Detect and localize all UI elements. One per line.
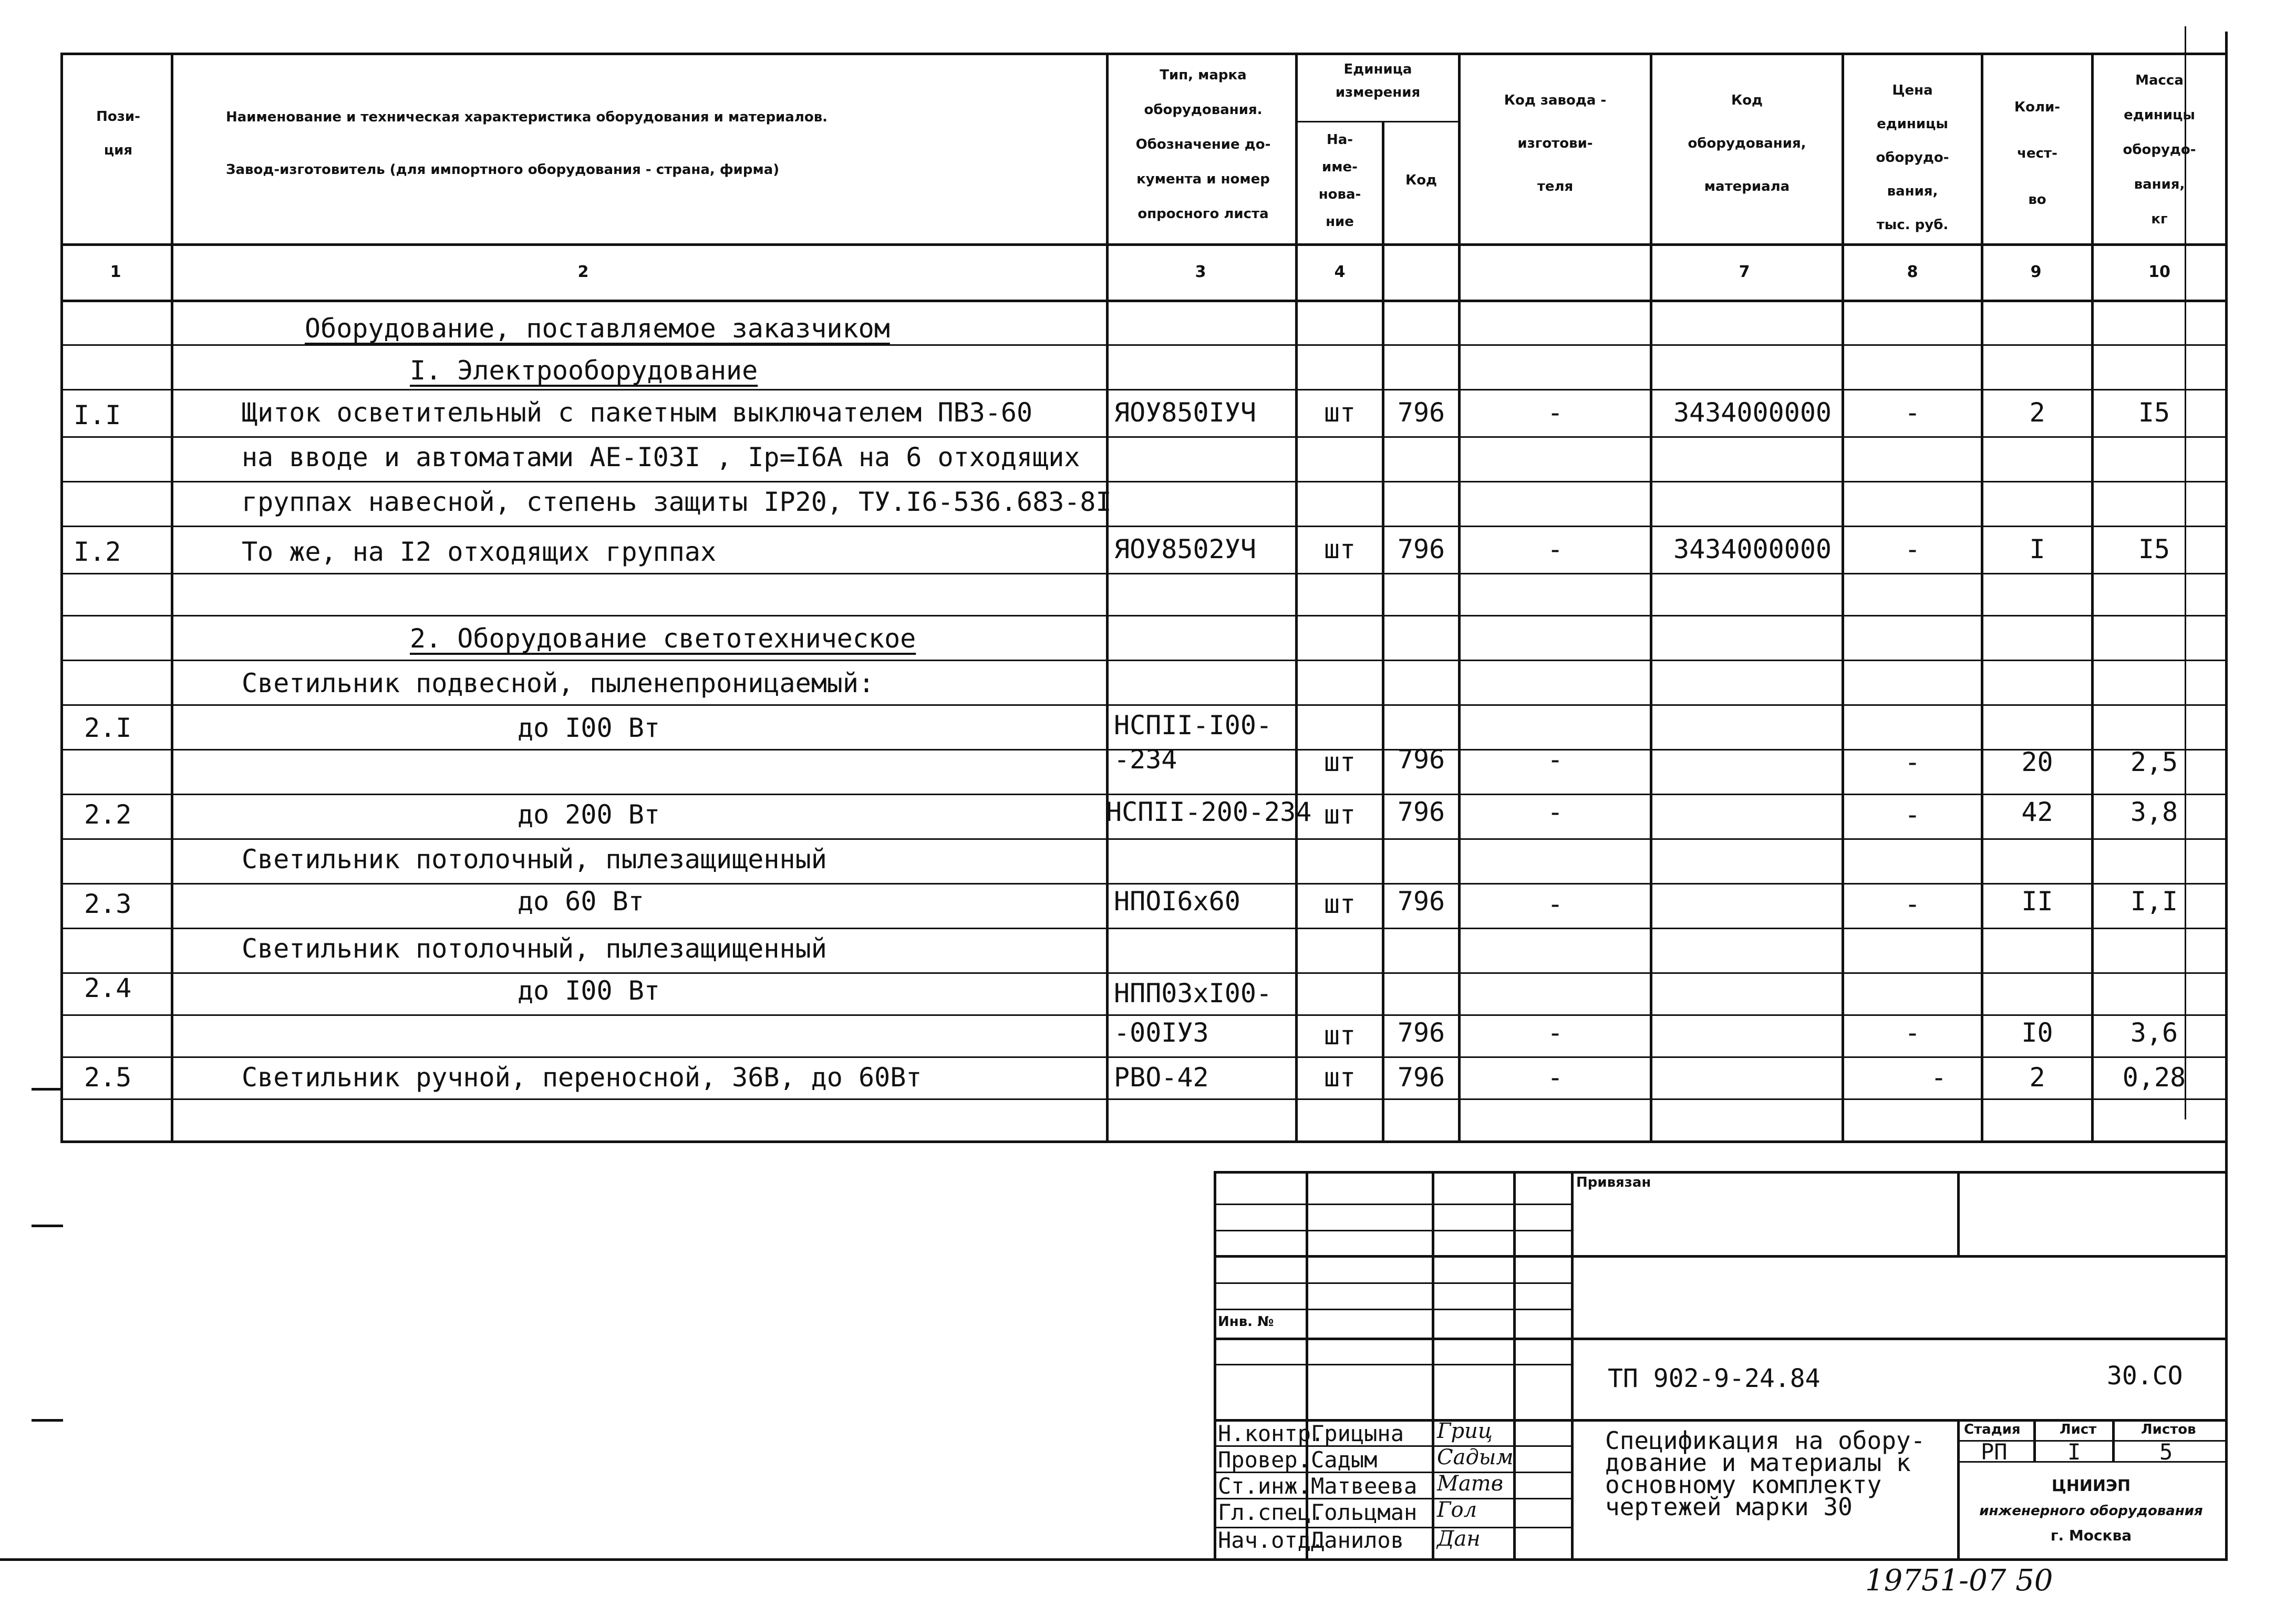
document-code: ТП 902-9-24.84 xyxy=(1608,1364,1821,1393)
row-1-2-mass: I5 xyxy=(2138,534,2170,564)
row-2-1-qty: 20 xyxy=(2021,747,2053,777)
tb-row xyxy=(1214,1338,2228,1340)
row-1-1-unit: шт xyxy=(1323,397,1356,428)
row-line xyxy=(60,928,2225,929)
row-2-4-factory: - xyxy=(1547,1017,1564,1048)
row-2-5-type: РВО-42 xyxy=(1114,1062,1209,1093)
row-2-1-price: - xyxy=(1904,747,1921,777)
row-line xyxy=(60,1056,2225,1058)
privyazan-label: Привязан xyxy=(1576,1175,1651,1190)
staff-name: Гольцман xyxy=(1311,1499,1418,1525)
tb-row xyxy=(1214,1364,1571,1365)
row-line xyxy=(60,704,2225,706)
row-1-2-unit: шт xyxy=(1323,534,1356,564)
row-2-1-pos: 2.I xyxy=(84,713,132,743)
row-2-5-factory: - xyxy=(1547,1062,1564,1093)
row-1-1-name-line2: на вводе и автоматами АЕ-I03I , Iр=I6А на 6 отходящих xyxy=(242,442,1080,472)
tb-row xyxy=(1214,1309,1571,1310)
row-1-1-factory: - xyxy=(1547,397,1564,428)
inv-number-label: Инв. № xyxy=(1218,1314,1274,1330)
row-2-4-type-line1: НПП03хI00- xyxy=(1114,978,1273,1009)
row-2-2-code: 796 xyxy=(1397,797,1445,827)
row-1-1-code: 796 xyxy=(1397,397,1445,428)
title-block-left xyxy=(1214,1171,1216,1560)
row-1-2-factory: - xyxy=(1547,534,1564,564)
colnum-3: 3 xyxy=(1195,263,1206,281)
row-2-3-unit: шт xyxy=(1323,889,1356,919)
row-2-2-unit: шт xyxy=(1323,799,1356,830)
row-1-2-code: 796 xyxy=(1397,534,1445,564)
row-line xyxy=(60,481,2225,482)
tb-col xyxy=(1513,1171,1516,1560)
colnum-9: 9 xyxy=(2030,263,2042,281)
colnum-7: 7 xyxy=(1739,263,1750,281)
colnum-bottom-border xyxy=(60,300,2225,302)
row-1-1-name-line3: группах навесной, степень защиты IР20, ТУ.I6-536.683-8I xyxy=(242,487,1112,517)
unit-group-divider xyxy=(1295,121,1458,122)
document-title: Спецификация на обору- дование и материалы к основному комплекту чертежей марки 30 xyxy=(1605,1426,1926,1521)
org-name-3: г. Москва xyxy=(2050,1527,2132,1544)
row-2-2-qty: 42 xyxy=(2021,797,2053,827)
group-title-ceiling-luminaire-1: Светильник потолочный, пылезащищенный xyxy=(242,844,827,875)
row-line xyxy=(60,794,2225,795)
row-2-1-mass: 2,5 xyxy=(2130,747,2178,777)
staff-role: Нач.отд. xyxy=(1218,1527,1325,1553)
drawing-mark: 30.СО xyxy=(2107,1361,2183,1391)
stage-label: Стадия xyxy=(1964,1422,2021,1437)
row-2-3-pos: 2.3 xyxy=(84,889,132,919)
row-2-5-pos: 2.5 xyxy=(84,1062,132,1093)
row-2-3-name: до 60 Вт xyxy=(518,886,644,917)
row-2-2-pos: 2.2 xyxy=(84,799,132,830)
row-line xyxy=(60,344,2225,346)
row-2-5-price: - xyxy=(1930,1062,1947,1093)
staff-name: Грицына xyxy=(1311,1421,1404,1446)
sheets-value: 5 xyxy=(2159,1439,2173,1465)
row-line xyxy=(60,1098,2225,1100)
row-2-5-name: Светильник ручной, переносной, 36В, до 60Вт xyxy=(242,1062,922,1093)
row-1-1-pos: I.I xyxy=(74,400,121,430)
row-2-2-price: - xyxy=(1904,799,1921,830)
row-2-3-mass: I,I xyxy=(2130,886,2178,917)
tb-row xyxy=(1214,1255,2228,1258)
header-col9: Коли- чест- во xyxy=(2014,99,2061,208)
header-col1: Пози- ция xyxy=(96,109,140,158)
row-2-4-pos: 2.4 xyxy=(84,973,132,1003)
sheet-value: I xyxy=(2067,1439,2081,1465)
staff-role: Н.контр. xyxy=(1218,1421,1325,1446)
group-title-ceiling-luminaire-2: Светильник потолочный, пылезащищенный xyxy=(242,933,827,964)
row-2-1-name: до I00 Вт xyxy=(518,713,660,743)
row-1-1-mass: I5 xyxy=(2138,397,2170,428)
row-line xyxy=(60,389,2225,390)
table-left-border xyxy=(60,53,63,1140)
header-col6: Код завода - изготови- теля xyxy=(1504,92,1607,194)
col-divider-6 xyxy=(1650,53,1652,1140)
col-divider-5 xyxy=(1458,53,1461,1140)
footer-stamp: 19751-07 50 xyxy=(1865,1564,2053,1598)
tb-row xyxy=(1214,1204,1571,1205)
staff-role: Ст.инж. xyxy=(1218,1473,1311,1499)
row-2-4-qty: I0 xyxy=(2021,1017,2053,1048)
row-1-1-qty: 2 xyxy=(2029,397,2045,428)
row-2-1-factory: - xyxy=(1547,744,1564,775)
row-line xyxy=(60,1014,2225,1016)
header-bottom-border xyxy=(60,243,2225,246)
group-title-pendant-luminaire: Светильник подвесной, пыленепроницаемый: xyxy=(242,668,875,698)
sheets-label: Листов xyxy=(2141,1422,2196,1437)
row-2-2-type: НСПII-200-234 xyxy=(1106,797,1312,827)
section-title-electrical: I. Электрооборудование xyxy=(410,355,758,386)
staff-signature: Садым xyxy=(1437,1445,1514,1469)
header-col2-line1: Наименование и техническая характеристика оборудования и материалов. xyxy=(226,109,828,125)
row-line xyxy=(60,838,2225,840)
row-2-4-price: - xyxy=(1904,1017,1921,1048)
row-2-5-mass: 0,28 xyxy=(2122,1062,2186,1093)
margin-tick xyxy=(32,1225,63,1227)
title-block-top xyxy=(1214,1171,2228,1174)
staff-name: Данилов xyxy=(1311,1527,1404,1553)
colnum-10: 10 xyxy=(2148,263,2170,281)
row-2-3-factory: - xyxy=(1547,889,1564,919)
header-col3: Тип, марка оборудования. Обозначение до- кумента и номер опросного листа xyxy=(1135,67,1271,222)
table-top-border xyxy=(60,53,2225,55)
staff-role: Провер. xyxy=(1218,1447,1311,1473)
row-2-4-type-line2: -00IУ3 xyxy=(1114,1017,1209,1048)
row-1-2-qty: I xyxy=(2029,534,2045,564)
row-line xyxy=(60,883,2225,885)
header-col2-line2: Завод-изготовитель (для импортного оборудования - страна, фирма) xyxy=(226,162,780,178)
row-1-2-pos: I.2 xyxy=(74,537,121,567)
row-2-2-mass: 3,8 xyxy=(2130,797,2178,827)
staff-signature: Матв xyxy=(1437,1472,1504,1496)
row-2-2-factory: - xyxy=(1547,797,1564,827)
row-2-5-unit: шт xyxy=(1323,1062,1356,1093)
sheet-label: Лист xyxy=(2060,1422,2097,1437)
staff-signature: Гриц xyxy=(1437,1419,1493,1443)
tb-row xyxy=(1214,1230,1571,1231)
stage-value: РП xyxy=(1981,1439,2008,1465)
row-line xyxy=(60,526,2225,527)
row-2-1-type-line1: НСПII-I00- xyxy=(1114,710,1273,741)
section-title-lighting: 2. Оборудование светотехническое xyxy=(410,623,916,654)
tb-row xyxy=(1214,1282,1571,1284)
org-name-1: ЦНИИЭП xyxy=(2051,1477,2131,1495)
header-col7: Код оборудования, материала xyxy=(1688,92,1806,194)
row-1-1-type: ЯОУ850IУЧ xyxy=(1114,397,1256,428)
header-col5: Код xyxy=(1405,172,1437,188)
row-2-4-mass: 3,6 xyxy=(2130,1017,2178,1048)
row-2-5-qty: 2 xyxy=(2029,1062,2045,1093)
row-2-4-unit: шт xyxy=(1323,1020,1356,1051)
tb-col xyxy=(1957,1171,1960,1255)
row-line xyxy=(60,972,2225,974)
row-2-2-name: до 200 Вт xyxy=(518,799,660,830)
section-title-supplied-by-customer: Оборудование, поставляемое заказчиком xyxy=(305,313,890,344)
header-unit-group: Единица измерения xyxy=(1335,61,1421,100)
row-1-2-equip-code: 3434000000 xyxy=(1673,534,1832,564)
row-2-1-unit: шт xyxy=(1323,747,1356,777)
header-col4: На- име- нова- ние xyxy=(1318,132,1361,230)
tb-col xyxy=(1571,1171,1574,1560)
colnum-4: 4 xyxy=(1334,263,1346,281)
header-col8: Цена единицы оборудо- вания, тыс. руб. xyxy=(1876,83,1949,233)
row-1-2-name: То же, на I2 отходящих группах xyxy=(242,537,717,567)
colnum-2: 2 xyxy=(577,263,589,281)
colnum-1: 1 xyxy=(110,263,121,281)
staff-role: Гл.спец. xyxy=(1218,1499,1325,1525)
row-2-3-price: - xyxy=(1904,889,1921,919)
tb-col xyxy=(1432,1171,1434,1560)
margin-tick xyxy=(32,1088,63,1091)
row-2-1-type-line2: -234 xyxy=(1114,744,1177,775)
staff-signature: Гол xyxy=(1437,1498,1477,1522)
col-divider-1 xyxy=(171,53,173,1140)
staff-signature: Дан xyxy=(1437,1527,1481,1551)
row-line xyxy=(60,660,2225,661)
row-2-1-code: 796 xyxy=(1397,744,1445,775)
row-2-5-code: 796 xyxy=(1397,1062,1445,1093)
row-1-2-price: - xyxy=(1904,534,1921,564)
row-1-2-type: ЯОУ8502УЧ xyxy=(1114,534,1256,564)
row-line xyxy=(60,436,2225,438)
colnum-8: 8 xyxy=(1907,263,1918,281)
row-1-1-price: - xyxy=(1904,397,1921,428)
staff-name: Матвеева xyxy=(1311,1473,1418,1499)
row-1-1-name: Щиток осветительный с пакетным выключателем ПВЗ-60 xyxy=(242,397,1033,428)
table-bottom-border xyxy=(60,1140,2225,1143)
row-2-4-name: до I00 Вт xyxy=(518,975,660,1006)
row-2-3-type: НПОI6х60 xyxy=(1114,886,1240,917)
staff-name: Садым xyxy=(1311,1447,1378,1473)
row-line xyxy=(60,615,2225,616)
row-2-3-code: 796 xyxy=(1397,886,1445,917)
row-2-4-code: 796 xyxy=(1397,1017,1445,1048)
row-1-1-equip-code: 3434000000 xyxy=(1673,397,1832,428)
margin-tick xyxy=(32,1419,63,1422)
org-name-2: инженерного оборудования xyxy=(1979,1503,2203,1519)
row-line xyxy=(60,573,2225,574)
header-col10: Масса единицы оборудо- вания, кг xyxy=(2123,73,2196,227)
bottom-frame-line xyxy=(0,1558,2228,1561)
row-2-3-qty: II xyxy=(2021,886,2053,917)
table-right-border xyxy=(2225,32,2228,1561)
